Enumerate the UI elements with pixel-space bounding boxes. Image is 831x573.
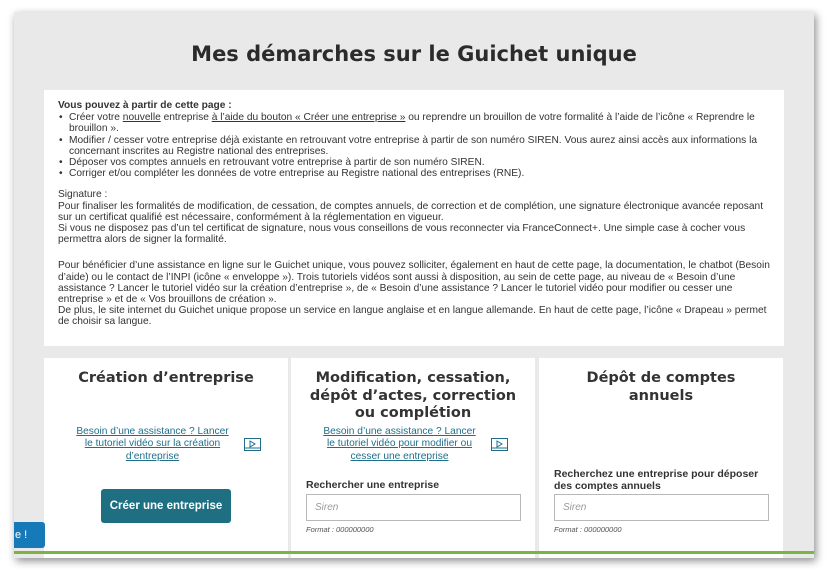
- assistance-paragraph: Pour bénéficier d’une assistance en ligne sur le Guichet unique, vous pouvez solliciter, également en haut de cette page, la documentation, le chatbot (Besoin d’aide) ou le contact de l’INPI (icône « enveloppe »). Trois tutoriels vidéos sont aussi à disposition, au sein de cette page, au niveau de « Besoin d’une assistance ? Lancer le tutoriel vidéo sur la création d’entreprise », de « Besoin d’une assistance ? Lancer le tutoriel vidéo pour modifier ou cesser une entreprise » et de « Vos brouillons de création ».: [58, 260, 770, 306]
- siren-search-input[interactable]: [306, 494, 521, 521]
- creation-tutorial-link[interactable]: Besoin d’une assistance ? Lancer le tutoriel vidéo sur la création d’entreprise: [76, 426, 229, 462]
- modification-tutorial-link[interactable]: Besoin d’une assistance ? Lancer le tutoriel vidéo pour modifier ou cesser une entreprise: [323, 426, 476, 462]
- page-title: Mes démarches sur le Guichet unique: [191, 42, 637, 66]
- modification-card: [291, 358, 535, 558]
- video-play-icon[interactable]: [244, 438, 261, 451]
- help-chat-tab[interactable]: e !: [14, 522, 45, 548]
- intro-underline: à l’aide du bouton « Créer une entreprise »: [211, 112, 406, 124]
- intro-text: entreprise: [160, 112, 212, 124]
- creation-card: [44, 358, 288, 558]
- intro-text: ou reprendre un brouillon de votre formalité à l’aide de l’icône « Reprendre le brouillon ».: [69, 112, 755, 135]
- video-play-icon[interactable]: [491, 438, 508, 451]
- format-hint: Format : 000000000: [306, 525, 374, 534]
- intro-underline: nouvelle: [122, 112, 161, 124]
- intro-bullet-correct: • Corriger et/ou compléter les données de votre entreprise au Registre national des entreprises (RNE).: [58, 168, 770, 179]
- creation-help-row: [44, 426, 288, 463]
- modification-card-title: Modification, cessation, dépôt d’actes, correction ou complétion: [309, 370, 517, 421]
- search-comptes-label: Recherchez une entreprise pour déposer des comptes annuels: [554, 468, 759, 492]
- signature-heading: Signature :: [58, 189, 108, 201]
- create-enterprise-button[interactable]: Créer une entreprise: [101, 489, 231, 523]
- format-hint: Format : 000000000: [554, 525, 622, 534]
- page-frame: [14, 12, 814, 558]
- intro-bullet-create: [58, 112, 770, 134]
- intro-bullet-modify: • Modifier / cesser votre entreprise déjà existante en retrouvant votre entreprise à partir de son numéro SIREN. Vous aurez ainsi accès aux informations la concernant inscrites au Registre national des entreprises.: [58, 135, 770, 157]
- intro-list: [58, 112, 770, 179]
- comptes-card-title: Dépôt de comptes annuels: [586, 370, 736, 404]
- modification-help-row: [291, 426, 535, 463]
- intro-panel: [44, 90, 784, 346]
- signature-paragraph: Pour finaliser les formalités de modification, de cessation, de comptes annuels, de correction et de complétion, une signature électronique avancée reposant sur un certificat qualifié est nécessaire, conformément à la réglementation en vigueur.: [58, 200, 764, 223]
- intro-bullet-deposit: • Déposer vos comptes annuels en retrouvant votre entreprise à partir de son numéro SIREN.: [58, 157, 770, 168]
- siren-comptes-input[interactable]: [554, 494, 769, 521]
- search-enterprise-label: Rechercher une entreprise: [306, 479, 440, 491]
- intro-lead: Vous pouvez à partir de cette page :: [58, 100, 232, 111]
- signature-paragraph-2: Si vous ne disposez pas d’un tel certificat de signature, nous vous conseillons de vous reconnecter via FranceConnect+. Une simple case à cocher vous permettra alors de signer la formalité.: [58, 223, 746, 246]
- language-paragraph: De plus, le site internet du Guichet unique propose un service en langue anglaise et en langue allemande. En haut de cette page, l’icône « Drapeau » permet de choisir sa langue.: [58, 305, 767, 328]
- comptes-card: [539, 358, 783, 558]
- creation-card-title: Création d’entreprise: [78, 370, 254, 386]
- intro-text: Créer votre: [69, 112, 123, 124]
- footer-accent-line: [14, 551, 814, 554]
